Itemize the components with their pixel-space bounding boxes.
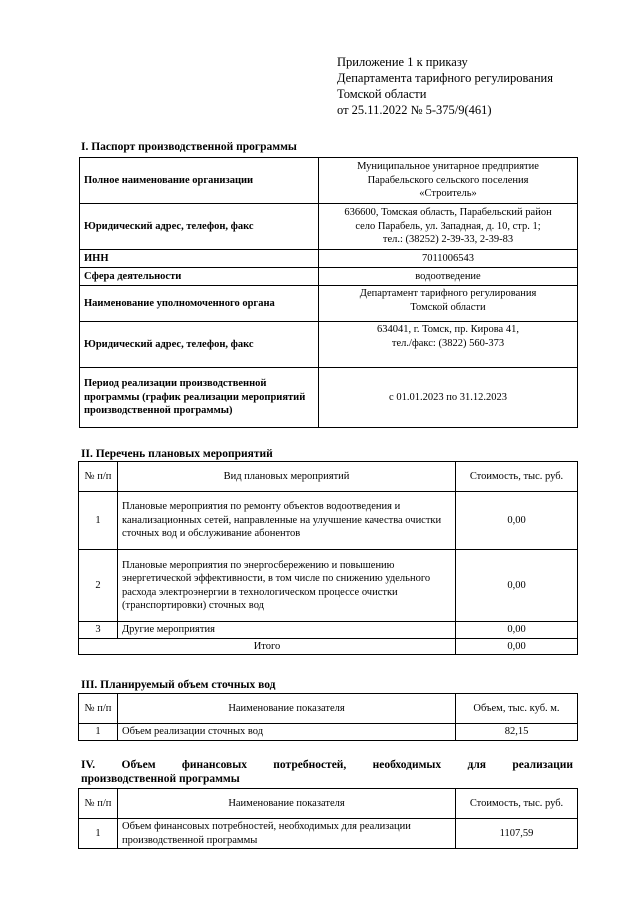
value-line: Муниципальное унитарное предприятие	[357, 161, 539, 173]
header-name: Наименование показателя	[118, 694, 456, 724]
row-num: 3	[79, 622, 118, 639]
row-cost: 0,00	[456, 622, 578, 639]
table-row	[80, 268, 578, 286]
table-row	[80, 250, 578, 268]
section-3-title: III. Планируемый объем сточных вод	[81, 679, 276, 691]
row-cost: 0,00	[456, 550, 578, 622]
table-row	[80, 286, 578, 322]
row-label: ИНН	[80, 250, 319, 268]
table-row	[79, 724, 578, 741]
financial-needs-table	[78, 788, 578, 849]
row-value	[319, 286, 578, 322]
passport-table	[79, 157, 578, 428]
value-line: село Парабель, ул. Западная, д. 10, стр. 1;	[355, 220, 541, 232]
row-label: Юридический адрес, телефон, факс	[80, 204, 319, 250]
value-line: тел.: (38252) 2-39-33, 2-39-83	[382, 234, 514, 246]
row-label: Юридический адрес, телефон, факс	[80, 322, 319, 368]
value-line: Парабельского сельского поселения	[367, 174, 529, 186]
table-header-row	[79, 462, 578, 492]
value-line: Департамент тарифного регулирования	[359, 288, 537, 299]
row-value: 7011006543	[319, 250, 578, 268]
table-row	[80, 368, 578, 428]
wastewater-volume-table	[78, 693, 578, 741]
table-row	[80, 158, 578, 204]
table-row	[80, 204, 578, 250]
header-name: Вид плановых мероприятий	[118, 462, 456, 492]
row-name: Объем финансовых потребностей, необходимых для реализации производственной программы	[118, 819, 456, 849]
row-label: Период реализации производственной программы (график реализации мероприятий производственной программы)	[80, 368, 319, 428]
row-name: Плановые мероприятия по энергосбережению и повышению энергетической эффективности, в том числе по снижению удельного расхода электроэнергии в технологическом процессе очистки (транспортировки) сточных вод	[118, 550, 456, 622]
header-cost: Стоимость, тыс. руб.	[456, 789, 578, 819]
total-label: Итого	[79, 638, 456, 655]
row-name: Другие мероприятия	[118, 622, 456, 639]
section-1-title: I. Паспорт производственной программы	[81, 141, 297, 153]
header-line: от 25.11.2022 № 5-375/9(461)	[337, 103, 492, 117]
row-label: Наименование уполномоченного органа	[80, 286, 319, 322]
header-volume: Объем, тыс. куб. м.	[456, 694, 578, 724]
table-row	[79, 492, 578, 550]
table-header-row	[79, 694, 578, 724]
row-value	[319, 204, 578, 250]
value-line: Томской области	[410, 301, 486, 313]
section-4-title	[81, 758, 573, 786]
header-num: № п/п	[79, 694, 118, 724]
value-line: 636600, Томская область, Парабельский район	[344, 207, 552, 219]
row-num: 1	[79, 724, 118, 741]
row-num: 1	[79, 492, 118, 550]
header-line: Томской области	[337, 87, 427, 101]
header-num: № п/п	[79, 789, 118, 819]
row-value	[319, 322, 578, 368]
header-num: № п/п	[79, 462, 118, 492]
row-value: с 01.01.2023 по 31.12.2023	[319, 368, 578, 428]
header-line: Департамента тарифного регулирования	[337, 71, 553, 85]
row-label: Полное наименование организации	[80, 158, 319, 204]
section-4-title-line: IV. Объем финансовых потребностей, необходимых для реализации	[81, 759, 573, 771]
value-line: тел./факс: (3822) 560-373	[391, 337, 505, 349]
total-cost: 0,00	[456, 638, 578, 655]
table-row	[79, 819, 578, 849]
section-2-title: II. Перечень плановых мероприятий	[81, 448, 273, 460]
row-value	[319, 158, 578, 204]
table-row	[79, 550, 578, 622]
row-name: Плановые мероприятия по ремонту объектов водоотведения и канализационных сетей, направленные на улучшение качества очистки сточных вод и обслуживание абонентов	[118, 492, 456, 550]
header-line: Приложение 1 к приказу	[337, 55, 468, 69]
table-header-row	[79, 789, 578, 819]
row-volume: 82,15	[456, 724, 578, 741]
row-num: 2	[79, 550, 118, 622]
row-name: Объем реализации сточных вод	[118, 724, 456, 741]
total-row	[79, 638, 578, 655]
row-label: Сфера деятельности	[80, 268, 319, 286]
table-row	[79, 622, 578, 639]
value-line: «Строитель»	[419, 188, 477, 200]
header-name: Наименование показателя	[118, 789, 456, 819]
planned-activities-table	[78, 461, 578, 655]
row-value: водоотведение	[319, 268, 578, 286]
row-cost: 1107,59	[456, 819, 578, 849]
table-row	[80, 322, 578, 368]
value-line: 634041, г. Томск, пр. Кирова 41,	[377, 324, 519, 335]
section-4-title-line: производственной программы	[81, 773, 240, 785]
row-num: 1	[79, 819, 118, 849]
order-appendix-header	[337, 54, 553, 118]
header-cost: Стоимость, тыс. руб.	[456, 462, 578, 492]
row-cost: 0,00	[456, 492, 578, 550]
